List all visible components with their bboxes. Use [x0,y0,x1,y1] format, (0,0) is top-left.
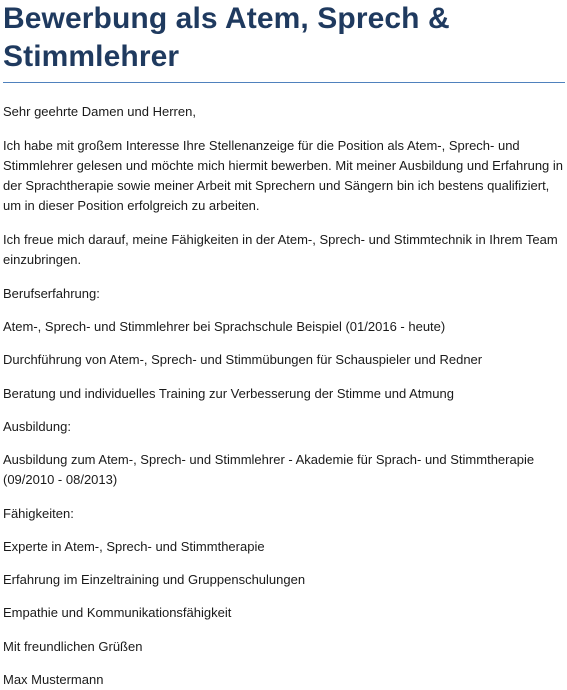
document-title: Bewerbung als Atem, Sprech & Stimmlehrer [3,2,450,73]
education-item: Ausbildung zum Atem-, Sprech- und Stimmlehrer - Akademie für Sprach- und Stimmtherapie (09/2010 - 08/2013) [3,452,535,487]
signature: Max Mustermann [3,672,104,687]
experience-item: Beratung und individuelles Training zur Verbesserung der Stimme und Atmung [3,386,454,401]
salutation: Sehr geehrte Damen und Herren, [3,104,196,119]
intro-paragraph: Ich habe mit großem Interesse Ihre Stellenanzeige für die Position als Atem-, Sprech- und Stimmlehrer gelesen und möchte mich hiermit bewerben. Mit meiner Ausbildung und Erfahrung in der Sprachtherapie sowie meiner Arbeit mit Sprechern und Sängern bin ich bestens qualifiziert, um in dieser Position erfolgreich zu arbeiten. [3,138,564,213]
title-divider [3,82,565,83]
experience-item: Atem-, Sprech- und Stimmlehrer bei Sprachschule Beispiel (01/2016 - heute) [3,319,446,334]
skill-item: Erfahrung im Einzeltraining und Gruppenschulungen [3,572,306,587]
education-heading: Ausbildung: [3,419,71,434]
motivation-paragraph: Ich freue mich darauf, meine Fähigkeiten in der Atem-, Sprech- und Stimmtechnik in Ihrem Team einzubringen. [3,232,558,267]
experience-item: Durchführung von Atem-, Sprech- und Stimmübungen für Schauspieler und Redner [3,352,483,367]
letter-page [3,0,564,687]
skills-heading: Fähigkeiten: [3,506,74,521]
experience-heading: Berufserfahrung: [3,286,100,301]
skill-item: Experte in Atem-, Sprech- und Stimmtherapie [3,539,265,554]
skill-item: Empathie und Kommunikationsfähigkeit [3,605,232,620]
closing: Mit freundlichen Grüßen [3,639,143,654]
